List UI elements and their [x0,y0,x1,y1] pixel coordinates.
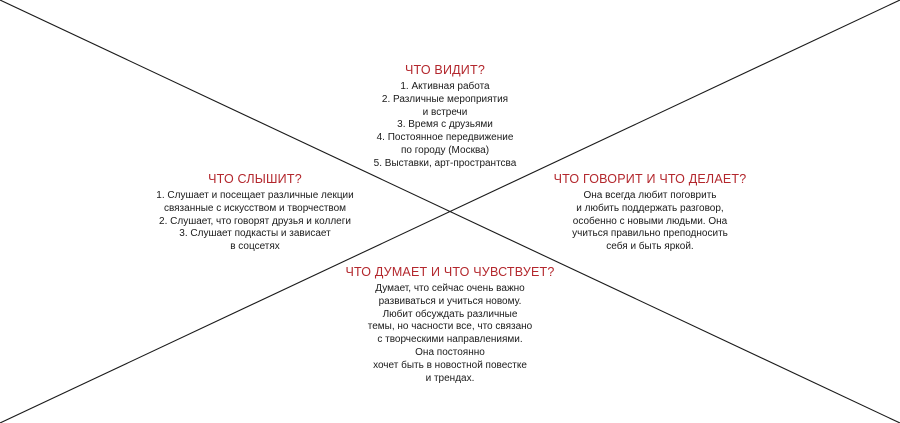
thinks-and-feels-line: хочет быть в новостной повестке [373,359,527,371]
thinks-and-feels-line: и трендах. [425,372,475,384]
says-and-does-section [520,171,780,254]
thinks-and-feels-line: Любит обсуждать различные [382,308,518,320]
hears-section [130,171,380,254]
sees-line: и встречи [422,106,468,118]
hears-line: 2. Слушает, что говорят друзья и коллеги [159,215,351,227]
says-and-does-title: ЧТО ГОВОРИТ И ЧТО ДЕЛАЕТ? [553,172,747,186]
thinks-and-feels-line: темы, но часности все, что связано [367,321,533,333]
says-and-does-line: себя и быть яркой. [606,241,694,253]
says-and-does-line: и любить поддержать разговор, [576,202,724,214]
sees-line: 1. Активная работа [400,81,490,92]
thinks-and-feels-line: развиваться и учиться новому. [378,295,522,307]
sees-section [330,62,560,171]
sees-line: 4. Постоянное передвижение [376,132,514,144]
hears-line: 3. Слушает подкасты и зависает [179,228,331,240]
sees-line: 2. Различные мероприятия [381,93,509,105]
hears-line: 1. Слушает и посещает различные лекции [156,190,354,201]
says-and-does-line: учиться правильно преподносить [572,228,728,240]
hears-line: связанные с искусством и творчеством [163,202,347,214]
thinks-and-feels-section [320,264,580,385]
says-and-does-line: Она всегда любит поговрить [583,190,717,201]
hears-title: ЧТО СЛЫШИТ? [208,172,302,186]
thinks-and-feels-line: Она постоянно [415,346,485,358]
hears-line: в соцсетях [230,241,280,253]
says-and-does-line: особенно с новыми людьми. Она [572,215,728,227]
thinks-and-feels-line: Думает, что сейчас очень важно [375,283,525,294]
sees-line: 3. Время с друзьями [397,119,493,131]
sees-line: 5. Выставки, арт-пространтсва [373,157,517,169]
thinks-and-feels-title: ЧТО ДУМАЕТ И ЧТО ЧУВСТВУЕТ? [345,265,555,279]
thinks-and-feels-line: с творческими направлениями. [377,334,523,346]
sees-title: ЧТО ВИДИТ? [405,63,485,77]
sees-line: по городу (Москва) [400,144,490,156]
